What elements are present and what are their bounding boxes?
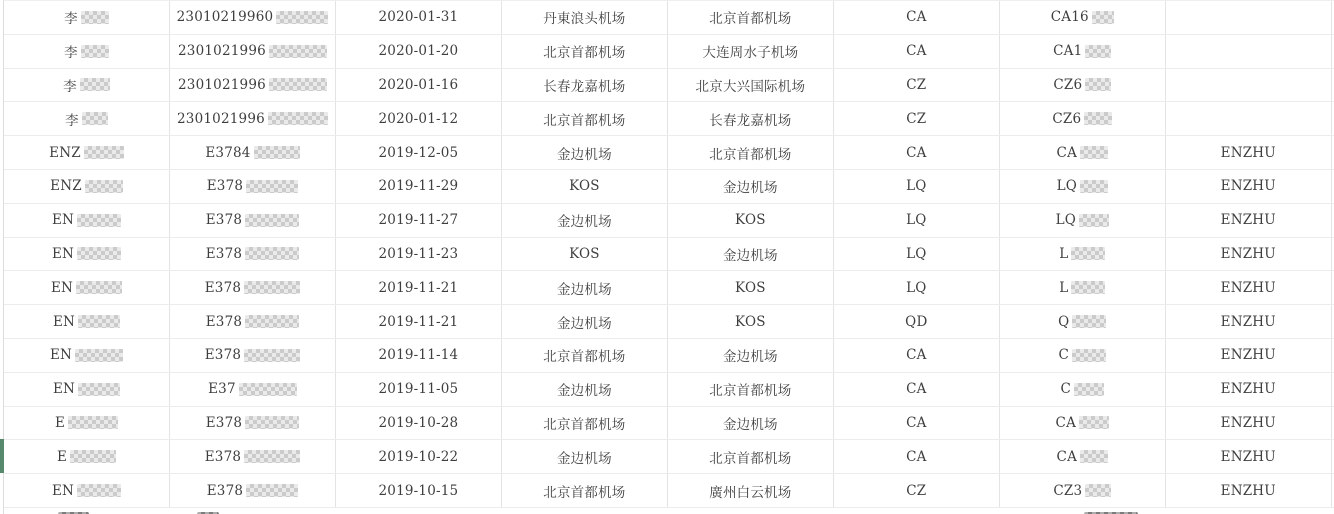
visible-text: CA16 xyxy=(1050,9,1089,26)
redaction-mosaic xyxy=(77,247,121,260)
cell-arrival-airport[interactable]: 金边机场 xyxy=(668,238,834,271)
cell-id-number[interactable] xyxy=(170,170,336,203)
visible-text: L xyxy=(1059,245,1069,262)
cell-passenger-name[interactable] xyxy=(4,35,170,68)
cell-departure-airport[interactable]: 长春龙嘉机场 xyxy=(502,69,668,102)
redaction-mosaic xyxy=(246,484,298,497)
redaction-mosaic xyxy=(1079,214,1109,227)
cell-departure-airport[interactable]: 北京首都机场 xyxy=(502,339,668,372)
redaction-mosaic xyxy=(244,450,300,463)
cell-passenger-tag[interactable] xyxy=(1166,35,1332,68)
cell-passenger-name[interactable] xyxy=(4,474,170,507)
visible-text: 23010219960 xyxy=(176,9,274,26)
cell-passenger-tag[interactable]: ENZHU xyxy=(1166,339,1332,372)
flight-table xyxy=(3,0,1334,514)
cell-flight-number[interactable] xyxy=(1000,136,1166,169)
visible-text: EN xyxy=(51,245,75,262)
cell-passenger-name[interactable] xyxy=(4,339,170,372)
cell-flight-date[interactable]: 2019-11-23 xyxy=(336,238,502,271)
table-row xyxy=(4,339,1334,373)
redaction-mosaic xyxy=(81,45,109,58)
redaction-mosaic xyxy=(1079,416,1109,429)
cell-flight-date[interactable]: 2019-11-27 xyxy=(336,204,502,237)
cell-arrival-airport[interactable]: 金边机场 xyxy=(668,407,834,440)
redaction-mosaic xyxy=(1085,78,1111,91)
visible-text: E xyxy=(56,448,68,465)
visible-text: 2301021996 xyxy=(177,110,265,127)
cell-arrival-airport[interactable]: 长春龙嘉机场 xyxy=(668,102,834,135)
visible-text: 李 xyxy=(63,78,77,95)
cell-flight-number[interactable] xyxy=(1000,305,1166,338)
cell-arrival-airport[interactable]: 廣州白云机场 xyxy=(668,474,834,507)
redaction-mosaic xyxy=(1080,450,1108,463)
visible-text: 李 xyxy=(64,11,78,28)
cell-id-number[interactable] xyxy=(170,102,336,135)
cell-passenger-tag[interactable]: ENZHU xyxy=(1166,204,1332,237)
cell-passenger-tag[interactable] xyxy=(1166,69,1332,102)
cell-arrival-airport[interactable]: 金边机场 xyxy=(668,170,834,203)
cell-passenger-tag[interactable]: ENZHU xyxy=(1166,474,1332,507)
cell-airline-code[interactable]: CA xyxy=(834,136,1000,169)
visible-text: C xyxy=(1058,347,1070,364)
visible-text: E378 xyxy=(206,482,244,499)
visible-text: CZ6 xyxy=(1052,110,1082,127)
cell-airline-code[interactable]: CZ xyxy=(834,474,1000,507)
redaction-mosaic xyxy=(245,214,299,227)
cell-arrival-airport[interactable]: 金边机场 xyxy=(668,339,834,372)
cell-airline-code[interactable]: CA xyxy=(834,339,1000,372)
redaction-mosaic xyxy=(82,112,108,125)
cell-flight-date[interactable]: 2020-01-16 xyxy=(336,69,502,102)
redaction-mosaic xyxy=(1072,315,1106,328)
redaction-mosaic xyxy=(246,180,298,193)
visible-text: E37 xyxy=(208,381,236,398)
cell-departure-airport[interactable]: 北京首都机场 xyxy=(502,35,668,68)
cell-passenger-name[interactable] xyxy=(4,373,170,406)
cell-airline-code[interactable]: CZ xyxy=(834,102,1000,135)
redaction-mosaic xyxy=(276,11,328,24)
visible-text: CA1 xyxy=(1053,43,1083,60)
cell-passenger-tag[interactable]: ENZHU xyxy=(1166,136,1332,169)
cell-flight-date[interactable]: 2019-11-29 xyxy=(336,170,502,203)
cell-arrival-airport[interactable]: 大连周水子机场 xyxy=(668,35,834,68)
cell-passenger-tag[interactable]: ENZHU xyxy=(1166,271,1332,304)
cell-flight-number[interactable] xyxy=(1000,271,1166,304)
visible-text: EN xyxy=(52,381,76,398)
cell-passenger-name[interactable] xyxy=(4,305,170,338)
redaction-mosaic xyxy=(1084,112,1112,125)
cell-flight-date[interactable]: 2019-11-14 xyxy=(336,339,502,372)
visible-text: E378 xyxy=(204,448,242,465)
cell-arrival-airport[interactable]: 北京首都机场 xyxy=(668,136,834,169)
redaction-mosaic xyxy=(1071,247,1105,260)
cell-flight-date[interactable]: 2019-10-28 xyxy=(336,407,502,440)
cell-flight-number[interactable] xyxy=(1000,1,1166,34)
cell-passenger-name[interactable] xyxy=(4,440,170,473)
cell-arrival-airport[interactable]: 北京大兴国际机场 xyxy=(668,69,834,102)
cell-flight-date[interactable]: 2020-01-31 xyxy=(336,1,502,34)
visible-text: L xyxy=(1059,279,1069,296)
cell-passenger-name[interactable] xyxy=(4,204,170,237)
visible-text: 李 xyxy=(64,45,78,62)
visible-text: LQ xyxy=(1056,178,1078,195)
cell-passenger-tag[interactable]: ENZHU xyxy=(1166,407,1332,440)
redaction-mosaic xyxy=(269,45,327,58)
cell-id-number[interactable] xyxy=(170,407,336,440)
visible-text: 李 xyxy=(65,112,79,129)
cell-departure-airport[interactable]: 金边机场 xyxy=(502,305,668,338)
cell-flight-number[interactable] xyxy=(1000,170,1166,203)
cell-passenger-name[interactable] xyxy=(4,170,170,203)
redaction-mosaic xyxy=(80,78,110,91)
cell-passenger-tag[interactable]: ENZHU xyxy=(1166,440,1332,473)
redaction-mosaic xyxy=(77,214,121,227)
visible-text: E378 xyxy=(204,347,242,364)
table-row xyxy=(4,35,1334,69)
redaction-mosaic xyxy=(1085,45,1111,58)
redaction-mosaic xyxy=(70,450,116,463)
table-row xyxy=(4,69,1334,103)
cell-id-number[interactable] xyxy=(170,204,336,237)
redaction-mosaic xyxy=(269,78,327,91)
cell-airline-code[interactable]: CA xyxy=(834,440,1000,473)
cell-flight-date[interactable]: 2019-11-05 xyxy=(336,373,502,406)
redaction-mosaic xyxy=(1092,11,1114,24)
cell-airline-code[interactable]: LQ xyxy=(834,271,1000,304)
visible-text: CZ6 xyxy=(1053,76,1083,93)
cell-id-number[interactable] xyxy=(170,339,336,372)
cell-flight-number[interactable] xyxy=(1000,339,1166,372)
cell-arrival-airport[interactable]: 北京首都机场 xyxy=(668,373,834,406)
cell-airline-code[interactable]: LQ xyxy=(834,238,1000,271)
cell-flight-date[interactable]: 2019-10-15 xyxy=(336,474,502,507)
cell-arrival-airport[interactable]: 北京首都机场 xyxy=(668,440,834,473)
cell-id-number[interactable] xyxy=(170,271,336,304)
redaction-mosaic xyxy=(77,484,121,497)
cell-airline-code[interactable]: QD xyxy=(834,305,1000,338)
cell-passenger-name[interactable] xyxy=(4,238,170,271)
redaction-mosaic xyxy=(1074,383,1104,396)
cell-flight-date[interactable]: 2020-01-20 xyxy=(336,35,502,68)
cell-airline-code[interactable]: CA xyxy=(834,373,1000,406)
redaction-mosaic xyxy=(81,11,109,24)
visible-text: ENZ xyxy=(50,178,82,195)
table-row xyxy=(4,474,1334,508)
cell-departure-airport[interactable]: KOS xyxy=(502,170,668,203)
redaction-mosaic xyxy=(244,281,300,294)
cell-arrival-airport[interactable]: 北京首都机场 xyxy=(668,1,834,34)
cell-flight-number[interactable] xyxy=(1000,238,1166,271)
cell-departure-airport[interactable]: 丹東浪头机场 xyxy=(502,1,668,34)
cell-departure-airport[interactable]: 金边机场 xyxy=(502,136,668,169)
visible-text: 2301021996 xyxy=(178,76,266,93)
cell-id-number[interactable] xyxy=(170,35,336,68)
cell-flight-number[interactable] xyxy=(1000,204,1166,237)
cell-departure-airport[interactable]: KOS xyxy=(502,238,668,271)
table-row xyxy=(4,373,1334,407)
cell-flight-date[interactable]: 2020-01-12 xyxy=(336,102,502,135)
redaction-mosaic xyxy=(245,416,299,429)
cell-airline-code[interactable]: CA xyxy=(834,1,1000,34)
cell-departure-airport[interactable]: 金边机场 xyxy=(502,440,668,473)
cell-id-number[interactable] xyxy=(170,305,336,338)
visible-text: CA xyxy=(1055,414,1077,431)
table-row xyxy=(4,1,1334,35)
cell-passenger-name[interactable] xyxy=(4,1,170,34)
redaction-mosaic xyxy=(1085,484,1111,497)
cell-departure-airport[interactable]: 金边机场 xyxy=(502,373,668,406)
cell-passenger-name[interactable] xyxy=(4,271,170,304)
cell-id-number[interactable] xyxy=(170,136,336,169)
cell-id-number[interactable] xyxy=(170,238,336,271)
redaction-mosaic xyxy=(1080,180,1108,193)
table-row xyxy=(4,170,1334,204)
visible-text: ENZ xyxy=(49,144,81,161)
visible-text: E378 xyxy=(205,212,243,229)
cell-departure-airport[interactable]: 北京首都机场 xyxy=(502,474,668,507)
cell-airline-code[interactable]: CZ xyxy=(834,69,1000,102)
visible-text: E378 xyxy=(206,178,244,195)
cell-departure-airport[interactable]: 金边机场 xyxy=(502,271,668,304)
redaction-mosaic xyxy=(78,315,120,328)
cell-flight-number[interactable] xyxy=(1000,102,1166,135)
visible-text: EN xyxy=(51,482,75,499)
visible-text: EN xyxy=(50,279,74,296)
cell-departure-airport[interactable]: 北京首都机场 xyxy=(502,407,668,440)
visible-text: E378 xyxy=(205,414,243,431)
redaction-mosaic xyxy=(76,281,122,294)
redaction-mosaic xyxy=(68,416,118,429)
cell-flight-number[interactable] xyxy=(1000,474,1166,507)
cell-passenger-tag[interactable]: ENZHU xyxy=(1166,170,1332,203)
cell-id-number[interactable] xyxy=(170,474,336,507)
cell-passenger-tag[interactable]: ENZHU xyxy=(1166,373,1332,406)
cell-departure-airport[interactable]: 金边机场 xyxy=(502,204,668,237)
cell-passenger-name[interactable] xyxy=(4,407,170,440)
redaction-mosaic xyxy=(245,315,299,328)
redaction-mosaic xyxy=(78,383,120,396)
table-row xyxy=(4,305,1334,339)
cell-airline-code[interactable]: CA xyxy=(834,407,1000,440)
visible-text: E3784 xyxy=(205,144,251,161)
redaction-mosaic xyxy=(85,180,123,193)
cell-passenger-tag[interactable] xyxy=(1166,1,1332,34)
cell-flight-date[interactable]: 2019-11-21 xyxy=(336,271,502,304)
cell-passenger-tag[interactable] xyxy=(1166,102,1332,135)
visible-text: EN xyxy=(51,212,75,229)
visible-text: CA xyxy=(1056,144,1078,161)
visible-text: E378 xyxy=(204,279,242,296)
cell-flight-number[interactable] xyxy=(1000,35,1166,68)
table-row xyxy=(4,440,1334,474)
cell-passenger-tag[interactable]: ENZHU xyxy=(1166,238,1332,271)
cell-arrival-airport[interactable]: KOS xyxy=(668,305,834,338)
redaction-mosaic xyxy=(1072,349,1106,362)
visible-text: E xyxy=(54,414,66,431)
cell-id-number[interactable] xyxy=(170,440,336,473)
table-row xyxy=(4,271,1334,305)
table-row xyxy=(4,136,1334,170)
redaction-mosaic xyxy=(75,349,123,362)
cell-airline-code[interactable]: LQ xyxy=(834,204,1000,237)
selected-row-indicator xyxy=(0,439,4,473)
visible-text: EN xyxy=(52,313,76,330)
redaction-mosaic xyxy=(239,383,297,396)
cell-id-number[interactable] xyxy=(170,1,336,34)
visible-text: CZ3 xyxy=(1053,482,1083,499)
visible-text: E378 xyxy=(205,245,243,262)
redaction-mosaic xyxy=(1071,281,1105,294)
visible-text: LQ xyxy=(1055,212,1077,229)
cell-flight-number[interactable] xyxy=(1000,373,1166,406)
visible-text: 2301021996 xyxy=(178,43,266,60)
table-row xyxy=(4,407,1334,441)
cell-arrival-airport[interactable]: KOS xyxy=(668,271,834,304)
table-row xyxy=(4,204,1334,238)
visible-text: E378 xyxy=(205,313,243,330)
visible-text: CA xyxy=(1056,448,1078,465)
cell-airline-code[interactable]: CA xyxy=(834,35,1000,68)
visible-text: EN xyxy=(49,347,73,364)
cell-passenger-name[interactable] xyxy=(4,69,170,102)
cell-flight-number[interactable] xyxy=(1000,69,1166,102)
visible-text: C xyxy=(1060,381,1072,398)
cell-passenger-tag[interactable]: ENZHU xyxy=(1166,305,1332,338)
cell-flight-number[interactable] xyxy=(1000,440,1166,473)
cell-arrival-airport[interactable]: KOS xyxy=(668,204,834,237)
redaction-mosaic xyxy=(84,146,124,159)
cell-passenger-name[interactable] xyxy=(4,102,170,135)
cell-flight-number[interactable] xyxy=(1000,407,1166,440)
table-row xyxy=(4,238,1334,272)
redaction-mosaic xyxy=(254,146,300,159)
cell-id-number[interactable] xyxy=(170,69,336,102)
cell-flight-date[interactable]: 2019-11-21 xyxy=(336,305,502,338)
redaction-mosaic xyxy=(268,112,328,125)
redaction-mosaic xyxy=(244,349,300,362)
visible-text: Q xyxy=(1058,313,1070,330)
redaction-mosaic xyxy=(245,247,299,260)
partial-next-row xyxy=(4,508,1334,514)
cell-id-number[interactable] xyxy=(170,373,336,406)
redaction-mosaic xyxy=(1080,146,1108,159)
cell-flight-date[interactable]: 2019-10-22 xyxy=(336,440,502,473)
cell-departure-airport[interactable]: 北京首都机场 xyxy=(502,102,668,135)
table-row xyxy=(4,102,1334,136)
cell-airline-code[interactable]: LQ xyxy=(834,170,1000,203)
cell-flight-date[interactable]: 2019-12-05 xyxy=(336,136,502,169)
cell-passenger-name[interactable] xyxy=(4,136,170,169)
